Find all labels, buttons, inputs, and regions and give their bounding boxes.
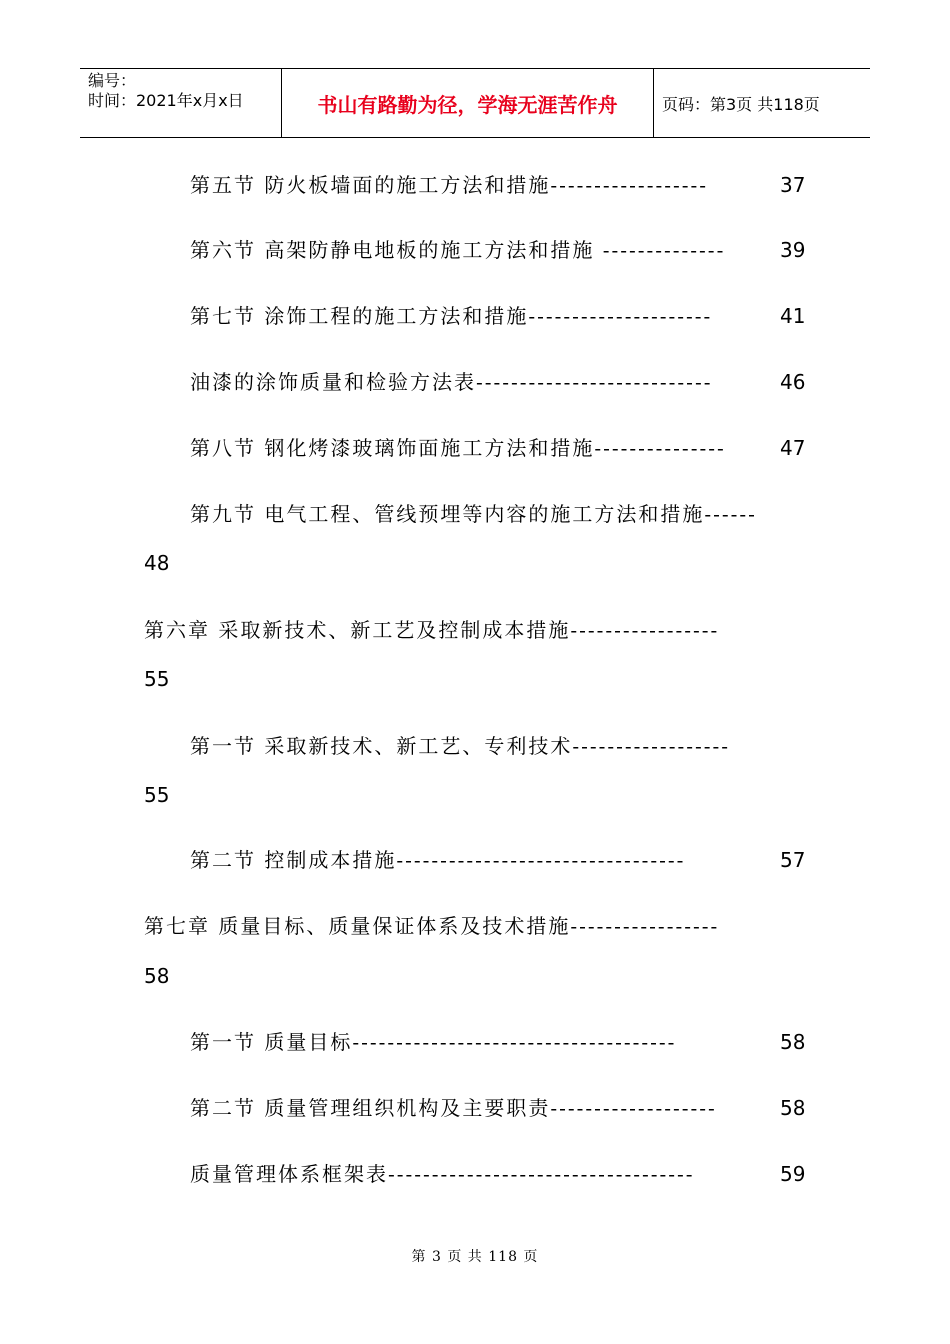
header-motto: 书山有路勤为径，学海无涯苦作舟 [282,69,654,137]
toc-page-number: 55 [144,667,170,691]
toc-entry[interactable]: 第一节 采取新技术、新工艺、专利技术------------------ [190,734,730,758]
toc-entry[interactable]: 第六节 高架防静电地板的施工方法和措施 -------------- [190,238,726,262]
toc-page-number: 37 [780,173,806,197]
toc-entry[interactable]: 质量管理体系框架表----------------------------------- [190,1162,695,1186]
doc-time-label: 时间：2021年x月x日 [88,91,244,110]
toc-entry[interactable]: 第八节 钢化烤漆玻璃饰面施工方法和措施--------------- [190,436,726,460]
page-footer: 第 3 页 共 118 页 [411,1249,539,1265]
toc-entry[interactable]: 第二节 质量管理组织机构及主要职责------------------- [190,1096,717,1120]
toc-page-number: 58 [780,1096,806,1120]
toc-entry[interactable]: 第九节 电气工程、管线预埋等内容的施工方法和措施------ [190,502,757,526]
toc-entry[interactable]: 第五节 防火板墙面的施工方法和措施------------------ [190,173,708,197]
toc-entry[interactable]: 第一节 质量目标------------------------------------- [190,1030,677,1054]
toc-page-number: 47 [780,436,806,460]
toc-page-number: 39 [780,238,806,262]
header-page-info: 页码：第3页 共118页 [662,94,820,114]
toc-page-number: 59 [780,1162,806,1186]
toc-chapter-entry[interactable]: 第七章 质量目标、质量保证体系及技术措施----------------- [144,914,720,938]
toc-page-number: 46 [780,370,806,394]
toc-page-number: 58 [780,1030,806,1054]
toc-page-number: 48 [144,551,170,575]
toc-chapter-entry[interactable]: 第六章 采取新技术、新工艺及控制成本措施----------------- [144,618,720,642]
toc-page-number: 55 [144,783,170,807]
toc-entry[interactable]: 第二节 控制成本措施--------------------------------- [190,848,686,872]
toc-page-number: 58 [144,964,170,988]
toc-page-number: 57 [780,848,806,872]
doc-code-label: 编号： [88,71,137,90]
toc-entry[interactable]: 第七节 涂饰工程的施工方法和措施--------------------- [190,304,713,328]
toc-entry[interactable]: 油漆的涂饰质量和检验方法表--------------------------- [190,370,713,394]
toc-page-number: 41 [780,304,806,328]
